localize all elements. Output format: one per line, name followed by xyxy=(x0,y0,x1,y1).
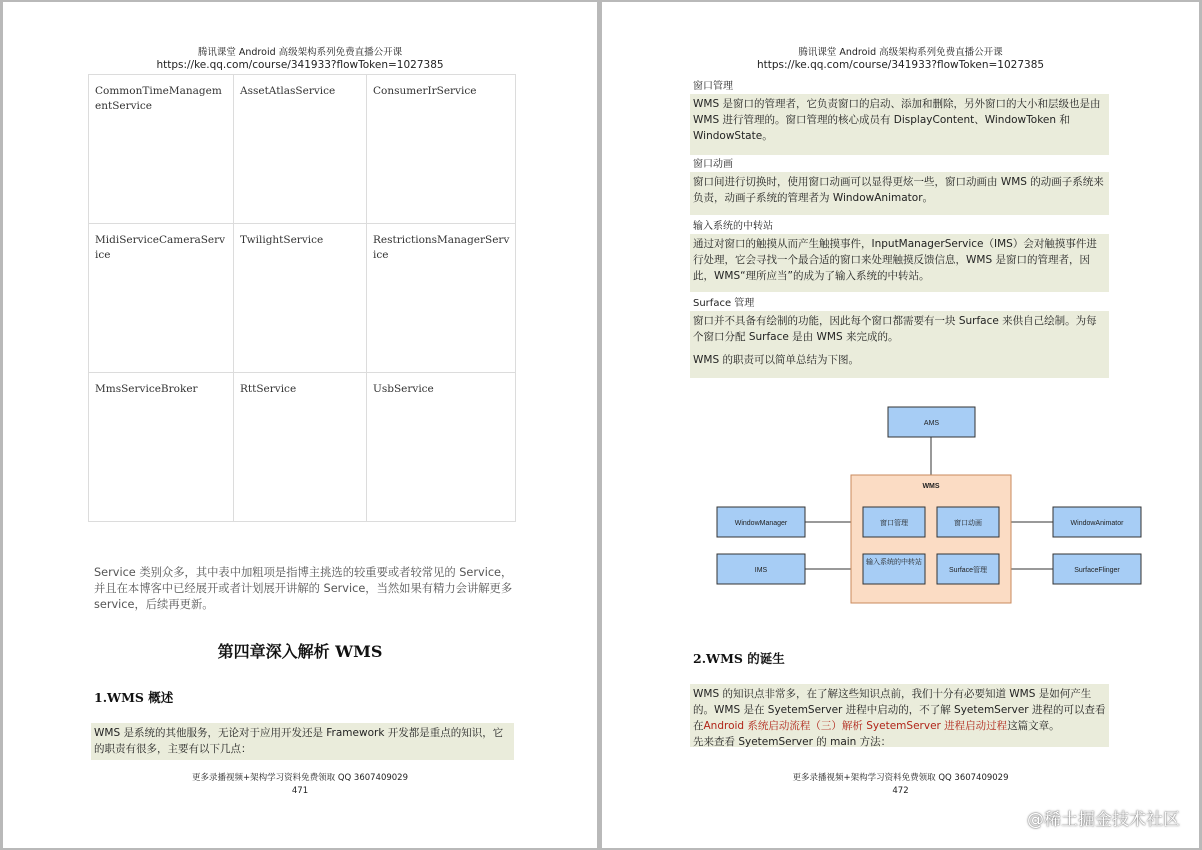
page-header xyxy=(3,46,597,72)
surface-management-box xyxy=(690,311,1109,378)
window-animator-label: WindowAnimator xyxy=(1070,520,1124,527)
table-cell: TwilightService xyxy=(234,224,367,373)
label-window-animation: 窗口动画 xyxy=(693,159,733,170)
table-cell: MmsServiceBroker xyxy=(89,373,234,522)
footer-text: 更多录播视频+架构学习资料免费领取 QQ 3607409029 xyxy=(192,773,408,783)
section-title: 1.WMS 概述 xyxy=(94,690,174,705)
table-cell: RttService xyxy=(234,373,367,522)
window-management-label: 窗口管理 xyxy=(880,520,908,527)
header-line-2: https://ke.qq.com/course/341933?flowToken=1027385 xyxy=(756,59,1045,71)
surface-flinger-label: SurfaceFlinger xyxy=(1074,567,1120,574)
wms-label: WMS xyxy=(922,483,940,490)
surface-management-label: Surface管理 xyxy=(948,567,988,574)
wms-birth-text-tail: 这篇文章。 xyxy=(1007,720,1060,732)
header-line-1: 腾讯课堂 Android 高级架构系列免费直播公开课 xyxy=(197,47,403,58)
window-manager-label: WindowManager xyxy=(734,520,788,527)
table-cell: MidiServiceCameraService xyxy=(89,224,234,373)
ims-label: IMS xyxy=(754,567,768,574)
page-number: 471 xyxy=(291,786,309,796)
section-title: 2.WMS 的诞生 xyxy=(693,651,785,666)
table-row xyxy=(89,373,516,522)
service-note: Service 类别众多，其中表中加粗项是指博主挑选的较重要或者较常见的 Service，并且在本博客中已经展开或者计划展开讲解的 Service，当然如果有精力会讲解更多 service，后续再更新。 xyxy=(94,566,513,611)
summary-paragraph: WMS 的职责可以简单总结为下图。 xyxy=(693,354,859,366)
table-cell: CommonTimeManagementService xyxy=(89,75,234,224)
page-header xyxy=(602,46,1199,72)
table-row xyxy=(89,224,516,373)
wms-birth-main-method: 先来查看 SyetemServer 的 main 方法： xyxy=(693,736,892,748)
wms-diagram xyxy=(714,403,1144,609)
ams-label: AMS xyxy=(923,420,940,427)
header-line-2: https://ke.qq.com/course/341933?flowToken=1027385 xyxy=(156,59,444,71)
table-row xyxy=(89,75,516,224)
wms-overview-paragraph: WMS 是系统的其他服务，无论对于应用开发还是 Framework 开发都是重点的知识，它的职责有很多，主要有以下几点： xyxy=(91,723,514,760)
page-footer xyxy=(602,772,1199,798)
left-page xyxy=(3,2,597,848)
table-cell: UsbService xyxy=(367,373,516,522)
service-table xyxy=(88,74,516,522)
page-number: 472 xyxy=(892,786,909,796)
input-relay-paragraph: 通过对窗口的触摸从而产生触摸事件，InputManagerService（IMS）会对触摸事件进行处理，它会寻找一个最合适的窗口来处理触摸反馈信息，WMS 是窗口的管理者，因此，WMS“理所应当”的成为了输入系统的中转站。 xyxy=(690,234,1109,292)
chapter-title: 第四章深入解析 WMS xyxy=(217,642,383,661)
label-surface-management: Surface 管理 xyxy=(693,298,755,309)
header-line-1: 腾讯课堂 Android 高级架构系列免费直播公开课 xyxy=(798,47,1003,58)
wms-birth-text: WMS 的知识点非常多，在了解这些知识点前，我们十分有必要知道 WMS 是如何产生的。WMS 是在 SyetemServer 进程中启动的，不了解 SyetemServer 进程的可以查看在 xyxy=(693,688,1106,732)
systemserver-article-link[interactable]: Android 系统启动流程（三）解析 SyetemServer 进程启动过程 xyxy=(703,720,1008,732)
input-relay-label: 输入系统的中转站 xyxy=(866,558,922,566)
window-animation-paragraph: 窗口间进行切换时，使用窗口动画可以显得更炫一些，窗口动画由 WMS 的动画子系统来负责，动画子系统的管理者为 WindowAnimator。 xyxy=(690,172,1109,215)
surface-paragraph: 窗口并不具备有绘制的功能，因此每个窗口都需要有一块 Surface 来供自己绘制。为每个窗口分配 Surface 是由 WMS 来完成的。 xyxy=(693,315,1097,343)
table-cell: AssetAtlasService xyxy=(234,75,367,224)
wms-birth-paragraph xyxy=(690,684,1109,747)
input-relay-text-wrap xyxy=(864,557,924,583)
watermark: @稀土掘金技术社区 xyxy=(1027,810,1180,830)
right-page xyxy=(602,2,1199,848)
label-window-management: 窗口管理 xyxy=(693,81,733,92)
table-cell: ConsumerIrService xyxy=(367,75,516,224)
label-input-relay: 输入系统的中转站 xyxy=(693,221,773,232)
page-footer xyxy=(3,772,597,798)
window-animation-label: 窗口动画 xyxy=(954,520,982,527)
table-cell: RestrictionsManagerService xyxy=(367,224,516,373)
window-management-paragraph: WMS 是窗口的管理者，它负责窗口的启动、添加和删除，另外窗口的大小和层级也是由 WMS 进行管理的。窗口管理的核心成员有 DisplayContent、WindowToken 和 WindowState。 xyxy=(690,94,1109,155)
footer-text: 更多录播视频+架构学习资料免费领取 QQ 3607409029 xyxy=(792,773,1009,783)
